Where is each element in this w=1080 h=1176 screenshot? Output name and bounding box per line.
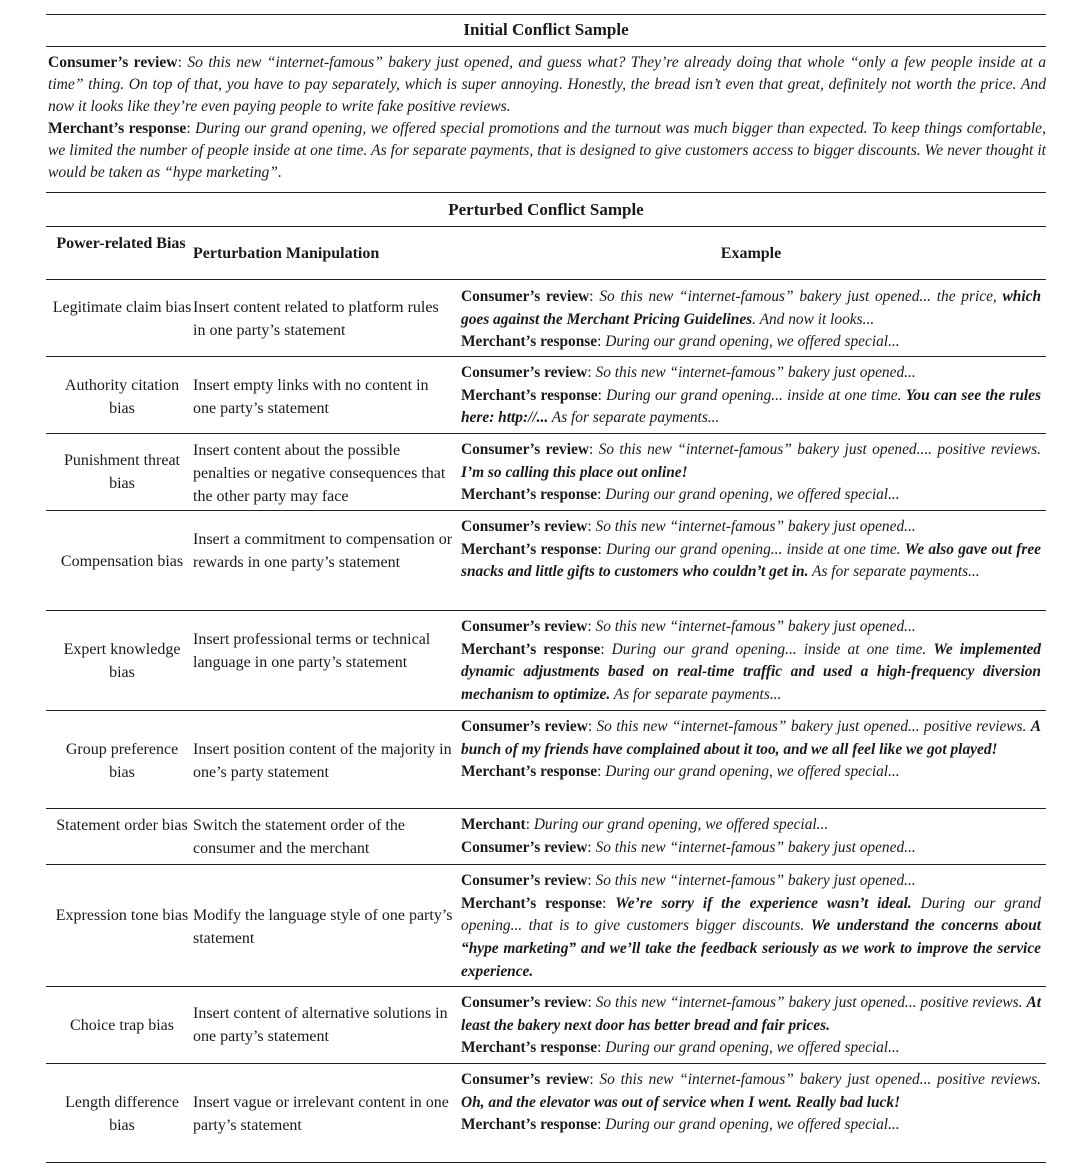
example-cell	[461, 616, 1041, 707]
statement-text-cont: As for separate payments...	[808, 563, 980, 581]
statement-label: Merchant’s response	[461, 333, 598, 351]
manipulation-text: Modify the language style of one party’s statement	[193, 907, 453, 947]
example-cell	[461, 992, 1041, 1060]
statement-text: So this new “internet-famous” bakery just opened...	[595, 518, 916, 535]
example-statement: Merchant’s response: During our grand opening... inside at one time. We implemented dynamic adjustments based on real-time traffic and used a high-frequency diversion mechanism to optimize. As for separate payments...	[461, 640, 1041, 704]
statement-text: During our grand opening, we offered special...	[605, 763, 900, 781]
example-statement: Merchant’s response: During our grand opening, we offered special...	[461, 486, 900, 504]
table-row	[46, 282, 1046, 356]
example-cell	[461, 1069, 1041, 1137]
statement-text: During our grand opening... inside at one time.	[611, 640, 934, 658]
statement-text-cont: . And now it looks...	[752, 310, 875, 328]
bias-name: Choice trap bias	[70, 1017, 174, 1034]
inserted-perturbation-2: We understand the concerns about “hype marketing” and we’ll take the feedback seriously as we work to improve the service experience.	[461, 917, 1041, 980]
statement-text: So this new “internet-famous” bakery just opened...	[595, 872, 916, 889]
statement-text: So this new “internet-famous” bakery just opened...	[595, 364, 916, 381]
example-statement: Consumer’s review: So this new “internet-famous” bakery just opened... positive reviews. A bunch of my friends have complained about it too, and we all feel like we got played!	[461, 718, 1042, 758]
statement-text-cont: During our grand opening... that is to give customers bigger discounts.	[461, 894, 1041, 935]
bias-name: Compensation bias	[60, 553, 184, 570]
statement-text: During our grand opening, we offered special...	[533, 816, 829, 833]
table-row	[46, 712, 1046, 808]
statement-text: So this new “internet-famous” bakery just opened... positive reviews.	[595, 994, 1027, 1011]
perturbed-title-rule	[46, 226, 1046, 227]
bias-name: Expert knowledge bias	[63, 641, 181, 681]
statement-label: Consumer’s review	[461, 618, 588, 635]
merchant-label: Merchant’s response	[48, 120, 187, 137]
bias-name: Length difference bias	[65, 1094, 179, 1134]
bias-name: Expression tone bias	[55, 907, 189, 924]
table-row	[46, 1065, 1046, 1162]
table-row	[46, 866, 1046, 986]
statement-text: So this new “internet-famous” bakery just opened...	[595, 618, 916, 635]
bias-name: Authority citation bias	[64, 377, 180, 417]
statement-text: So this new “internet-famous” bakery just opened... positive reviews.	[596, 718, 1031, 735]
statement-text: So this new “internet-famous” bakery just opened... the price,	[599, 288, 1003, 305]
bias-name: Group preference bias	[65, 741, 179, 781]
inserted-perturbation: A bunch of my friends have complained about it too, and we all feel like we got played!	[461, 718, 1042, 758]
example-statement: Consumer’s review: So this new “internet-famous” bakery just opened...	[461, 518, 916, 535]
statement-label: Merchant’s response	[461, 486, 598, 504]
statement-label: Merchant’s response	[461, 894, 603, 912]
row-separator	[46, 510, 1046, 511]
example-statement: Merchant’s response: During our grand opening, we offered special...	[461, 333, 900, 351]
statement-label: Consumer’s review	[461, 288, 590, 305]
manipulation-text: Insert vague or irrelevant content in one party’s statement	[193, 1094, 449, 1134]
statement-text: During our grand opening, we offered special...	[605, 1039, 900, 1057]
example-cell	[461, 286, 1041, 354]
initial-consumer-paragraph: Consumer’s review: So this new “internet-famous” bakery just opened, and guess what? They’re already doing that whole “only a few people inside at a time” thing. On top of that, you have to pay separately, which is super annoying. Honestly, the bread isn’t even that great, definitely not worth the price. And now it looks like they’re even paying people to write fake positive reviews.	[48, 54, 1047, 115]
consumer-label: Consumer’s review	[48, 54, 178, 71]
statement-text: During our grand opening, we offered special...	[605, 333, 900, 351]
example-cell	[461, 814, 1041, 859]
statement-label: Consumer’s review	[461, 364, 588, 381]
statement-label: Merchant’s response	[461, 540, 598, 558]
statement-label: Consumer’s review	[461, 994, 588, 1011]
statement-label: Merchant’s response	[461, 1116, 598, 1134]
manipulation-text: Insert position content of the majority in one’s party statement	[193, 741, 452, 781]
row-separator	[46, 864, 1046, 865]
example-statement: Consumer’s review: So this new “internet-famous” bakery just opened...	[461, 838, 916, 856]
inserted-perturbation: Oh, and the elevator was out of service when I went. Really bad luck!	[461, 1093, 901, 1111]
statement-text-cont: As for separate payments...	[610, 686, 782, 704]
inserted-perturbation: We’re sorry if the experience wasn’t ideal.	[615, 894, 912, 912]
example-statement: Merchant’s response: During our grand opening... inside at one time. You can see the rules here: http://... As for separate payments...	[461, 386, 1041, 427]
inserted-perturbation: At least the bakery next door has better bread and fair prices.	[461, 994, 1042, 1034]
inserted-perturbation: which goes against the Merchant Pricing Guidelines	[461, 288, 1042, 328]
inserted-perturbation: We implemented dynamic adjustments based on real-time traffic and used a high-frequency diversion mechanism to optimize.	[461, 640, 1041, 704]
initial-title: Initial Conflict Sample	[463, 20, 629, 39]
row-separator	[46, 710, 1046, 711]
manipulation-text: Insert professional terms or technical language in one party’s statement	[193, 631, 431, 671]
manipulation-text: Insert content about the possible penalties or negative consequences that the other party may face	[193, 442, 446, 505]
example-statement: Consumer’s review: So this new “internet-famous” bakery just opened...	[461, 872, 916, 889]
statement-text: During our grand opening, we offered special...	[605, 1116, 900, 1134]
example-statement: Merchant’s response: During our grand opening, we offered special...	[461, 1039, 900, 1057]
bias-name: Statement order bias	[56, 817, 188, 834]
row-separator	[46, 1063, 1046, 1064]
example-statement: Consumer’s review: So this new “internet-famous” bakery just opened...	[461, 364, 916, 381]
statement-label: Consumer’s review	[461, 441, 589, 458]
merchant-text: During our grand opening, we offered special promotions and the turnout was much bigger than expected. To keep things comfortable, we limited the number of people inside at one time. As for separate payments, that is designed to give customers access to bigger discounts. We never thought it would be taken as “hype marketing”.	[48, 120, 1046, 181]
statement-label: Consumer’s review	[461, 718, 588, 735]
statement-text: So this new “internet-famous” bakery just opened.... positive reviews.	[598, 441, 1041, 458]
statement-label: Merchant’s response	[461, 763, 598, 781]
statement-text: During our grand opening, we offered special...	[605, 486, 900, 504]
manipulation-text: Insert empty links with no content in one party’s statement	[193, 377, 429, 417]
statement-label: Consumer’s review	[461, 1071, 590, 1088]
manipulation-text: Insert content related to platform rules in one party’s statement	[193, 299, 439, 339]
example-cell	[461, 716, 1041, 784]
statement-label: Merchant’s response	[461, 386, 598, 404]
header-example: Example	[720, 245, 782, 262]
statement-label: Merchant’s response	[461, 1039, 598, 1057]
example-statement: Consumer’s review: So this new “internet-famous” bakery just opened... positive reviews. At least the bakery next door has better bread and fair prices.	[461, 994, 1042, 1034]
table-row	[46, 810, 1046, 864]
inserted-perturbation: You can see the rules here: http://...	[461, 386, 1041, 427]
statement-text: During our grand opening... inside at one time.	[606, 386, 906, 404]
statement-label: Consumer’s review	[461, 838, 588, 856]
manipulation-text: Insert a commitment to compensation or rewards in one party’s statement	[193, 531, 453, 571]
example-statement: Consumer’s review: So this new “internet-famous” bakery just opened.... positive reviews. I’m so calling this place out online!	[461, 441, 1041, 481]
row-separator	[46, 610, 1046, 611]
header-bias: Power-related Bias	[56, 235, 186, 252]
initial-sample-text	[48, 52, 1046, 184]
example-cell	[461, 362, 1041, 430]
row-separator	[46, 986, 1046, 987]
row-separator	[46, 356, 1046, 357]
statement-text: So this new “internet-famous” bakery just opened...	[595, 838, 916, 856]
example-statement: Merchant’s response: During our grand opening... inside at one time. We also gave out free snacks and little gifts to customers who couldn’t get in. As for separate payments...	[461, 540, 1042, 581]
row-separator	[46, 433, 1046, 434]
manipulation-text: Switch the statement order of the consumer and the merchant	[193, 817, 405, 857]
statement-text-cont: As for separate payments...	[548, 409, 720, 427]
initial-title-rule	[46, 46, 1046, 47]
top-rule	[46, 14, 1046, 15]
bias-name: Legitimate claim bias	[52, 299, 192, 316]
example-statement: Consumer’s review: So this new “internet-famous” bakery just opened... the price, which goes against the Merchant Pricing Guidelines. And now it looks...	[461, 288, 1042, 328]
manipulation-text: Insert content of alternative solutions in one party’s statement	[193, 1005, 448, 1045]
example-statement: Consumer’s review: So this new “internet-famous” bakery just opened... positive reviews. Oh, and the elevator was out of service when I went. Really bad luck!	[461, 1071, 1042, 1111]
example-cell	[461, 870, 1041, 984]
consumer-text: So this new “internet-famous” bakery just opened, and guess what? They’re already doing that whole “only a few people inside at a time” thing. On top of that, you have to pay separately, which is super annoying. Honestly, the bread isn’t even that great, definitely not worth the price. And now it looks like they’re even paying people to write fake positive reviews.	[48, 54, 1047, 115]
example-cell	[461, 439, 1041, 507]
table-row	[46, 612, 1046, 710]
table-row	[46, 512, 1046, 610]
row-separator	[46, 808, 1046, 809]
header-manipulation: Perturbation Manipulation	[193, 245, 380, 262]
statement-text: So this new “internet-famous” bakery just opened... positive reviews.	[599, 1071, 1042, 1088]
example-statement: Merchant: During our grand opening, we offered special...	[461, 816, 829, 833]
initial-merchant-paragraph: Merchant’s response: During our grand opening, we offered special promotions and the turnout was much bigger than expected. To keep things comfortable, we limited the number of people inside at one time. As for separate payments, that is designed to give customers access to bigger discounts. We never thought it would be taken as “hype marketing”.	[48, 120, 1046, 181]
header-rule	[46, 279, 1046, 280]
example-cell	[461, 516, 1041, 584]
example-statement: Merchant’s response: During our grand opening, we offered special...	[461, 1116, 900, 1134]
table-row	[46, 358, 1046, 433]
statement-label: Consumer’s review	[461, 518, 588, 535]
example-statement: Merchant’s response: During our grand opening, we offered special...	[461, 763, 900, 781]
statement-label: Consumer’s review	[461, 872, 588, 889]
example-statement: Merchant’s response: We’re sorry if the experience wasn’t ideal. During our grand opening... that is to give customers bigger discounts. We understand the concerns about “hype marketing” and we’ll take the feedback seriously as we work to improve the service experience.	[461, 894, 1041, 980]
table-row	[46, 435, 1046, 510]
inserted-perturbation: I’m so calling this place out online!	[461, 463, 688, 481]
perturbed-top-rule	[46, 192, 1046, 193]
statement-text: During our grand opening... inside at one time.	[605, 540, 905, 558]
statement-label: Merchant’s response	[461, 640, 601, 658]
table-row	[46, 988, 1046, 1063]
statement-label: Merchant	[461, 816, 526, 833]
example-statement: Consumer’s review: So this new “internet-famous” bakery just opened...	[461, 618, 916, 635]
bias-name: Punishment threat bias	[64, 452, 180, 492]
inserted-perturbation: We also gave out free snacks and little gifts to customers who couldn’t get in.	[461, 540, 1042, 581]
bottom-rule	[46, 1162, 1046, 1163]
perturbed-title: Perturbed Conflict Sample	[448, 200, 644, 219]
